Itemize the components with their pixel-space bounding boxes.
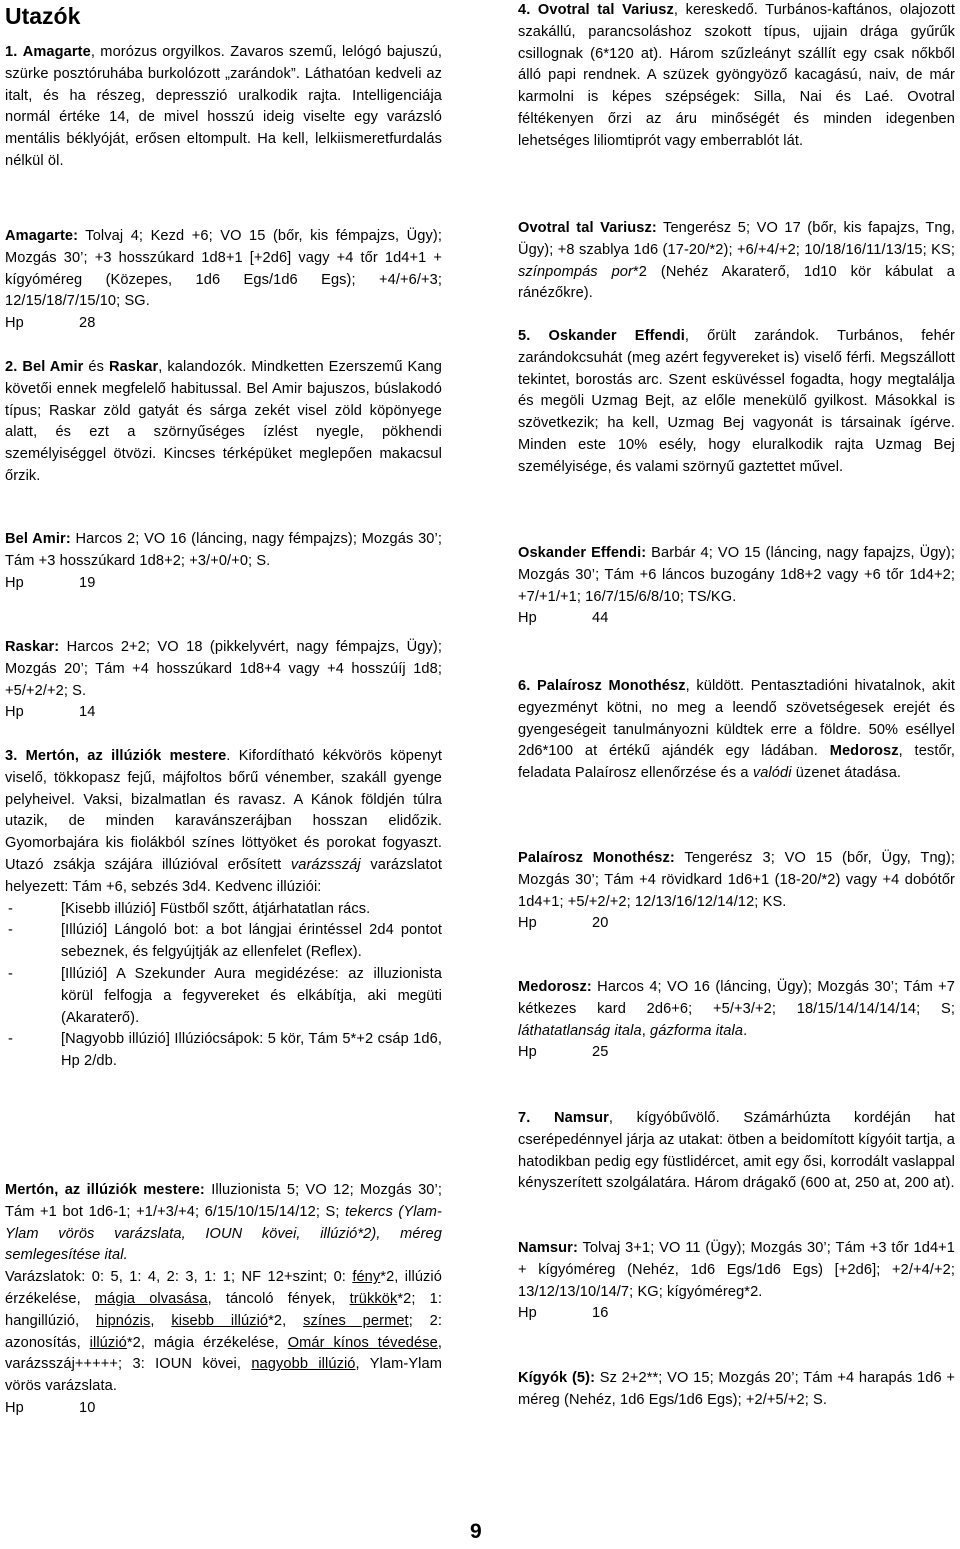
stat-block-name: Namsur: <box>518 1240 578 1256</box>
hp-value: 44 <box>592 610 609 627</box>
hp-label: Hp <box>518 915 537 932</box>
character-name: Oskander Effendi <box>548 328 685 344</box>
entry-description-cont: varázslatot helyezett: Tám +6, sebzés 3d4. Kedvenc illúziói: <box>5 856 442 895</box>
entry-4-ovotral <box>518 0 955 153</box>
stat-block-merton <box>5 1180 442 1420</box>
stat-block-palairosz <box>518 848 955 935</box>
hp-value: 10 <box>79 1399 96 1416</box>
spell-sep: *2, illúzió érzékelése, <box>5 1269 442 1307</box>
character-name: Amagarte <box>22 44 91 60</box>
stat-block-text: Sz 2+2**; VO 15; Mozgás 20’; Tám +4 harapás 1d6 + méreg (Nehéz, 1d6 Egs/1d6 Egs); +2/+5/+2; S. <box>518 1370 955 1408</box>
entry-number: 1. <box>5 44 18 60</box>
spell-name: színes permet <box>303 1312 409 1329</box>
character-name: Ovotral tal Variusz <box>537 2 674 18</box>
character-name: Palaírosz Monothész <box>536 678 686 694</box>
character-name: Mertón, az illúziók mestere <box>25 748 227 764</box>
spell-name: hipnózis <box>96 1312 151 1329</box>
spell-sep: , <box>150 1312 172 1329</box>
spells-intro: Varázslatok: 0: 5, 1: 4, 2: 3, 1: 1; NF 12+szint; 0: <box>5 1269 353 1286</box>
hp-label: Hp <box>5 315 24 332</box>
item-end: . <box>743 1022 748 1039</box>
entry-number: 3. <box>5 748 18 764</box>
stat-block-text: Tengerész 3; VO 15 (bőr, Ügy, Tng); Mozgás 30’; Tám +4 rövidkard 1d6+1 (18-20/*2) vagy +4 dobótőr 1d4+1; +5/+2/+2; 12/13/16/12/14/12; KS. <box>518 850 955 910</box>
stat-block-name: Amagarte: <box>5 228 79 244</box>
entry-number: 4. <box>518 2 531 18</box>
stat-block-namsur <box>518 1238 955 1325</box>
stat-block-name: Mertón, az illúziók mestere: <box>5 1182 205 1198</box>
entry-1-amagarte <box>5 42 442 173</box>
entry-2-bel-amir-raskar <box>5 357 442 488</box>
stat-block-name: Medorosz: <box>518 979 592 995</box>
character-name: Bel Amir <box>22 359 84 375</box>
entry-number: 5. <box>518 328 531 344</box>
item-name: gázforma itala <box>650 1022 744 1039</box>
spell-name: Omár kínos tévedése <box>287 1334 438 1351</box>
entry-description: , kalandozók. Mindketten Ezerszemű Kang követői ennek megfelelő habitussal. Bel Amir bajuszos, búslakodó típus; Raskar zöld gatyát és sárga zekét visel zöld köpönyege alatt, és ezt a szörnyűséges ízlést nyegle, pökhendi személyiséggel ötvözi. Kincses térképüket meglepően makacsul őrzik. <box>5 359 442 484</box>
spell-sep: *2; 1: hangillúzió, <box>5 1290 442 1329</box>
hp-value: 14 <box>79 704 96 721</box>
hp-value: 28 <box>79 315 96 332</box>
entry-description: , morózus orgyilkos. Zavaros szemű, lelógó bajuszú, szürke posztóruhába burkolózott „zarándok”. Láthatóan kedveli az italt, és ha részeg, depresszió uralkodik rajta. Intelligenciája normál értéke 14, de mivel hosszú ideig viselte egy varázsló mentális béklyóját, erősen eltompult. Ha kell, lelkiismeretfurdalás nélkül öl. <box>5 44 442 169</box>
stat-block-name: Kígyók (5): <box>518 1370 596 1386</box>
entry-number: 2. <box>5 359 18 375</box>
list-item: - [Nagyobb illúzió] Illúziócsápok: 5 kör, Tám 5*+2 csáp 1d6, Hp 2/db. <box>5 1029 442 1073</box>
entry-description-end: üzenet átadása. <box>791 765 902 782</box>
entry-number: 7. <box>518 1110 531 1126</box>
spell-sep: ; 2: azonosítás, <box>5 1312 443 1351</box>
item-list: tekercs (Ylam-Ylam vörös varázslata, IOUN kövei, illúzió*2), méreg semlegesítése ital. <box>5 1203 442 1264</box>
spell-name: mágia olvasása <box>94 1290 208 1307</box>
stat-block-text: Harcos 2+2; VO 18 (pikkelyvért, nagy fémpajzs, Ügy); Mozgás 20’; Tám +4 hosszúkard 1d8+4 vagy +4 hosszúíj 1d8; +5/+2/+2; S. <box>5 639 442 699</box>
stat-block-name: Palaírosz Monothész: <box>518 850 675 866</box>
stat-block-amagarte <box>5 226 442 335</box>
list-item: - [Kisebb illúzió] Füstből szőtt, átjárhatatlan rács. <box>5 899 442 921</box>
hp-label: Hp <box>5 1399 24 1416</box>
stat-block-ovotral <box>518 218 955 305</box>
illusion-list <box>5 899 442 1073</box>
stat-block-name: Raskar: <box>5 639 60 655</box>
spell-name: nagyobb illúzió <box>251 1356 356 1373</box>
entry-description-cont: , testőr, feladata Palaírosz ellenőrzése és a <box>518 743 956 782</box>
character-name: Namsur <box>553 1110 609 1126</box>
stat-block-name: Ovotral tal Variusz: <box>518 220 657 236</box>
conjunction: és <box>83 359 109 375</box>
page-number: 9 <box>470 1520 482 1543</box>
item-sep: , <box>641 1022 651 1039</box>
entry-number: 6. <box>518 678 531 694</box>
character-name: Raskar <box>108 359 159 375</box>
stat-block-kigyok <box>518 1368 955 1412</box>
entry-3-merton <box>5 746 442 1073</box>
stat-block-text: Barbár 4; VO 15 (láncing, nagy fapajzs, Ügy); Mozgás 30’; Tám +6 láncos buzogány 1d8+2 vagy +6 tőr 1d4+2; +7/+1/+1; 16/7/15/6/8/10; TS/KG. <box>518 545 956 605</box>
item-name: láthatatlanság itala <box>518 1022 642 1039</box>
hp-value: 20 <box>592 915 609 932</box>
stat-block-text: Tolvaj 4; Kezd +6; VO 15 (bőr, kis fémpajzs, Ügy); Mozgás 30’; +3 hosszúkard 1d8+1 [+2d6] vagy +4 tőr 1d4+1 + kígyóméreg (Közepes, 1d6 Egs/1d6 Egs); +4/+6/+3; 12/15/18/7/15/10; SG. <box>5 228 442 310</box>
emphasis: valódi <box>752 765 792 782</box>
stat-block-text: Tengerész 5; VO 17 (bőr, kis fapajzs, Tng, Ügy); +8 szablya 1d6 (17-20/*2); +6/+4/+2; 10/18/16/11/13/15; KS; <box>518 220 955 258</box>
spell-name: fény <box>352 1269 381 1286</box>
entry-description: , küldött. Pentasztadióni hivatalnok, akit egyezményt kötni, no meg a leendő szövetségesek erejét és gyengeségeit tanulmányozni küldtek erre a földre. 50% eséllyel 2d6*100 at értékű ajándék egy ládában. <box>518 678 955 760</box>
entry-description: , őrült zarándok. Turbános, fehér zarándokcsuhát (meg azért fegyvereket is) viselő férfi. Megszállott tekintet, borostás arc. Szent esküvéssel fogadta, hogy megtalálja és megöli Uzmag Bejt, az előle menekülő gyilkost. Másokkal is szövetkezik; ha kell, Uzmag Bej vagyonát is társainak ígérve. Minden este 10% esély, hogy eluralkodik rajta Uzmag Bej személyisége, és valami szörnyű gaztettet művel. <box>518 328 955 475</box>
stat-block-text: Harcos 2; VO 16 (láncing, nagy fémpajzs); Mozgás 30’; Tám +3 hosszúkard 1d8+2; +3/+0/+0; S. <box>5 531 442 569</box>
spell-name: varázsszáj <box>290 856 361 873</box>
spell-sep: , táncoló fények, <box>207 1290 350 1307</box>
stat-block-text: Tolvaj 3+1; VO 11 (Ügy); Mozgás 30’; Tám +3 tőr 1d4+1 + kígyóméreg (Nehéz, 1d6 Egs/1d6 Egs) [+2d6]; +2/+4/+2; 13/12/13/10/14/7; KG; kígyóméreg*2. <box>518 1240 955 1300</box>
hp-label: Hp <box>518 1305 537 1322</box>
entry-7-namsur <box>518 1108 955 1195</box>
spell-sep: , varázsszáj+++++; 3: IOUN kövei, <box>5 1334 442 1373</box>
entry-description-paragraph <box>5 746 442 899</box>
stat-block-text-cont: *2 (Nehéz Akaraterő, 1d10 kör kábulat a ránézőkre). <box>518 263 955 302</box>
spell-sep: , Ylam-Ylam vörös varázslata. <box>5 1356 442 1395</box>
stat-block-text: Illuzionista 5; VO 12; Mozgás 30’; Tám +1 bot 1d6-1; +1/+3/+4; 6/15/10/15/14/12; S; <box>5 1182 443 1220</box>
entry-description: , kígyóbűvölő. Számárhúzta kordéján hat cserépedénnyel járja az utakat: ötben a beidomított kígyóit tartja, a hatodikban pedig egy füstlidércet, amit egy ősi, korrodált vaslappal kényszerített szolgálatára. Három drágakő (600 at, 250 at, 200 at). <box>518 1110 955 1192</box>
hp-value: 19 <box>79 574 96 591</box>
spell-sep: *2, <box>268 1312 304 1329</box>
page-title: Utazók <box>5 3 81 29</box>
hp-value: 25 <box>592 1044 609 1061</box>
character-name: Medorosz <box>829 743 899 760</box>
spell-name: illúzió <box>89 1334 127 1351</box>
hp-value: 16 <box>592 1305 609 1322</box>
stat-block-text: Harcos 4; VO 16 (láncing, Ügy); Mozgás 30’; Tám +7 kétkezes kard 2d6+6; +5/+3/+2; 18/15/14/14/14/14; S; <box>518 979 955 1017</box>
entry-description: . Kifordítható kékvörös köpenyt viselő, tökkopasz fejű, májfoltos bőrű vénember, szakáll gyenge pelyheivel. Vaksi, bizalmatlan és ravasz. A Kánok földjén túlra utazik, de minden karavánszerájban hosszan elidőzik. Gyomorbajára kis fiolákból színes löttyöket és porokat fogyaszt. Utazó zsákja szájára illúzióval erősített <box>5 748 443 873</box>
hp-label: Hp <box>5 704 24 721</box>
entry-description: , kereskedő. Turbános-kaftános, olajozott szakállú, parancsoláshoz szokott típus, ujjain drága gyűrűk csillognak (6*120 at). Három szűzleányt szállít egy csak nőkből álló papi rendnek. A szüzek gyöngyöző kacagású, naiv, de már karmolni is képes szépségek: Silla, Nai és Laé. Ovotral féltékenyen őrzi az áru minőségét és minden idegenben lehetséges liliomtiprót vagy emberrablót lát. <box>518 2 955 149</box>
spell-sep: *2, mágia érzékelése, <box>126 1334 288 1351</box>
hp-label: Hp <box>518 610 537 627</box>
stat-block-name: Bel Amir: <box>5 531 71 547</box>
hp-label: Hp <box>5 574 24 591</box>
entry-6-palairosz <box>518 676 955 785</box>
stat-block-oskander <box>518 543 955 630</box>
item-name: színpompás por <box>518 263 633 280</box>
spell-name: kisebb illúzió <box>171 1312 269 1329</box>
stat-block-medorosz <box>518 977 955 1064</box>
list-item: - [Illúzió] A Szekunder Aura megidézése: az illuzionista körül felfogja a fegyvereket és elkábítja, aki megüti (Akaraterő). <box>5 964 442 1029</box>
spell-name: trükkök <box>349 1290 398 1307</box>
entry-5-oskander <box>518 326 955 479</box>
stat-block-raskar <box>5 637 442 724</box>
list-item: - [Illúzió] Lángoló bot: a bot lángjai érintéssel 2d4 pontot sebeznek, és felgyújtják az ellenfelet (Reflex). <box>5 920 442 964</box>
hp-label: Hp <box>518 1044 537 1061</box>
stat-block-bel-amir <box>5 529 442 594</box>
stat-block-name: Oskander Effendi: <box>518 545 647 561</box>
